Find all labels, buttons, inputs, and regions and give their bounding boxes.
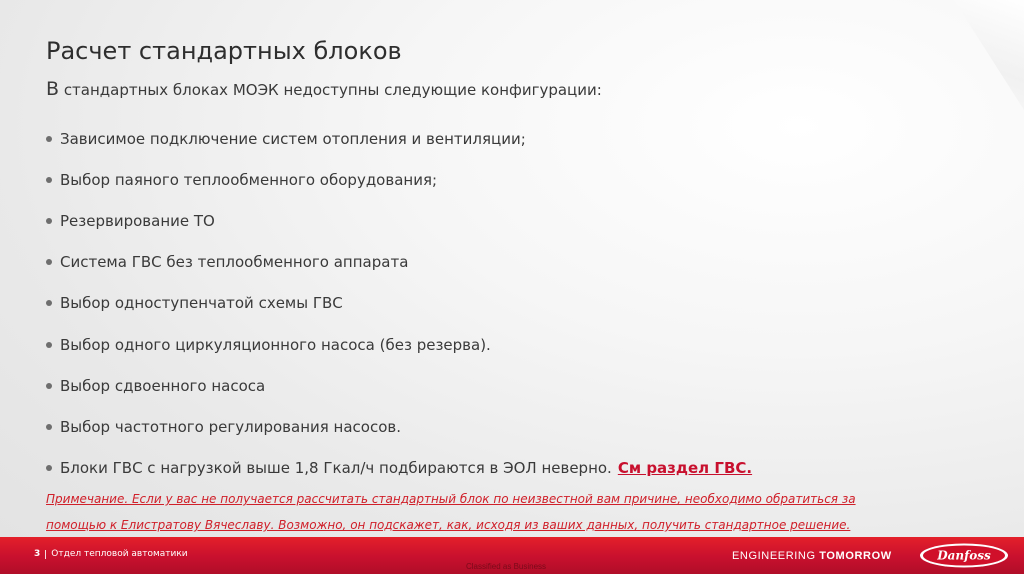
bullet-icon <box>46 300 52 306</box>
bullet-icon <box>46 136 52 142</box>
bullet-icon <box>46 259 52 265</box>
list-item <box>46 283 752 324</box>
gvs-section-link[interactable]: См раздел ГВС. <box>617 459 753 478</box>
slogan <box>732 550 892 562</box>
list-item-text: Выбор паяного теплообменного оборудования; <box>60 170 438 189</box>
list-item <box>46 406 752 447</box>
list-item <box>46 448 752 489</box>
divider <box>45 550 46 559</box>
list-item <box>46 159 752 200</box>
list-item-text: Выбор одного циркуляционного насоса (без резерва). <box>60 335 491 354</box>
note-text[interactable] <box>46 486 946 538</box>
subtitle-initial: В <box>46 78 60 100</box>
page-number: 3 <box>34 549 41 559</box>
list-item-text: Резервирование ТО <box>60 211 215 230</box>
list-item-text: Выбор частотного регулирования насосов. <box>60 417 401 436</box>
note-line[interactable]: помощью к Елистратову Вячеславу. Возможно, он подскажет, как, исходя из ваших данных, получить стандартное решение. <box>46 518 851 532</box>
logo-text: Danfoss <box>937 548 991 563</box>
bullet-icon <box>46 342 52 348</box>
list-item <box>46 365 752 406</box>
classification-label: Classified as Business <box>466 562 547 571</box>
list-item <box>46 242 752 283</box>
bullet-icon <box>46 383 52 389</box>
bullet-icon <box>46 177 52 183</box>
list-item-text: Выбор сдвоенного насоса <box>60 376 266 395</box>
slide-title: Расчет стандартных блоков <box>46 37 402 65</box>
list-item-text: Блоки ГВС с нагрузкой выше 1,8 Гкал/ч подбираются в ЭОЛ неверно. <box>60 459 612 478</box>
list-item <box>46 118 752 159</box>
list-item-text: Зависимое подключение систем отопления и вентиляции; <box>60 129 526 148</box>
danfoss-logo-icon <box>918 542 1010 569</box>
department-label: Отдел тепловой автоматики <box>51 549 188 559</box>
list-item-text: Система ГВС без теплообменного аппарата <box>60 253 409 272</box>
footer-left <box>34 549 188 559</box>
list-item-text: Выбор одноступенчатой схемы ГВС <box>60 294 343 313</box>
list-item <box>46 200 752 241</box>
slogan-part1: ENGINEERING <box>732 550 820 562</box>
config-list <box>46 118 752 489</box>
slide-subtitle <box>46 78 602 101</box>
bullet-icon <box>46 424 52 430</box>
footer-bar <box>0 537 1024 574</box>
bullet-icon <box>46 465 52 471</box>
note-line[interactable]: Примечание. Если у вас не получается рассчитать стандартный блок по неизвестной вам причине, необходимо обратиться за <box>46 492 856 506</box>
corner-decoration <box>954 0 1024 110</box>
bullet-icon <box>46 218 52 224</box>
slogan-part2: TOMORROW <box>819 550 892 562</box>
subtitle-text: стандартных блоках МОЭК недоступны следующие конфигурации: <box>59 81 602 99</box>
list-item <box>46 324 752 365</box>
